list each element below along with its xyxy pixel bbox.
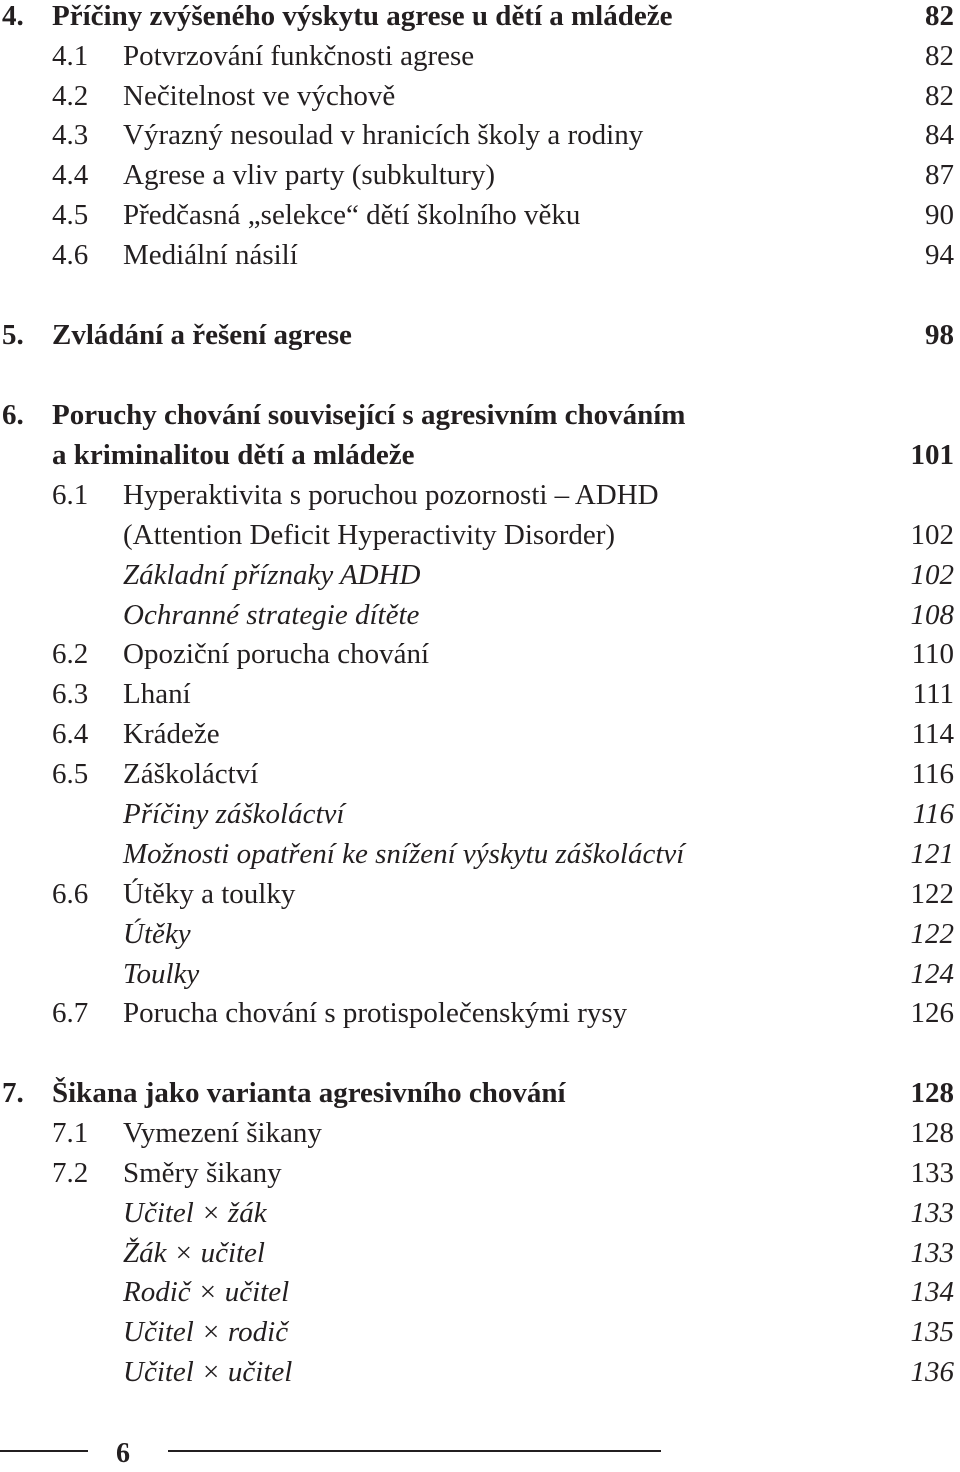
toc-entry-title: Rodič × učitel bbox=[123, 1276, 290, 1308]
toc-entry-title: Porucha chování s protispolečenskými rysy bbox=[123, 997, 628, 1029]
toc-entry-page: 128 bbox=[910, 1077, 954, 1109]
toc-entry-page: 133 bbox=[910, 1237, 954, 1269]
toc-entry-item bbox=[0, 555, 960, 595]
toc-entry-title: Nečitelnost ve výchově bbox=[123, 80, 396, 112]
toc-entry-number: 4.6 bbox=[52, 239, 89, 271]
toc-entry-number: 6.7 bbox=[52, 997, 89, 1029]
toc-entry-page: 102 bbox=[910, 519, 954, 551]
toc-entry-sub bbox=[0, 993, 960, 1033]
toc-entry-title: Šikana jako varianta agresivního chování bbox=[52, 1077, 566, 1109]
toc-entry-title: Učitel × rodič bbox=[123, 1316, 289, 1348]
page-number: 6 bbox=[116, 1438, 130, 1469]
toc-entry-sub bbox=[0, 515, 960, 555]
toc-entry-title: Žák × učitel bbox=[123, 1237, 265, 1269]
toc-entry-number: 4.3 bbox=[52, 119, 89, 151]
toc-entry-number: 7.1 bbox=[52, 1117, 89, 1149]
toc-entry-number: 6.5 bbox=[52, 758, 89, 790]
toc-entry-title: Mediální násilí bbox=[123, 239, 298, 271]
toc-entry-sub bbox=[0, 195, 960, 235]
toc-entry-title: Příčiny záškoláctví bbox=[123, 798, 345, 830]
toc-entry-title: Základní příznaky ADHD bbox=[123, 559, 421, 591]
toc-entry-chapter bbox=[0, 1073, 960, 1113]
toc-entry-title: Učitel × učitel bbox=[123, 1356, 293, 1388]
toc-entry-number: 5. bbox=[2, 319, 24, 351]
toc-entry-page: 134 bbox=[910, 1276, 954, 1308]
toc-entry-page: 126 bbox=[910, 997, 954, 1029]
toc-entry-item bbox=[0, 1272, 960, 1312]
toc-entry-title: Možnosti opatření ke snížení výskytu záškoláctví bbox=[123, 838, 685, 870]
footer-rule-right bbox=[168, 1450, 661, 1452]
toc-entry-number: 6.3 bbox=[52, 678, 89, 710]
toc-entry-title: Toulky bbox=[123, 958, 200, 990]
toc-entry-number: 4.4 bbox=[52, 159, 89, 191]
toc-entry-page: 116 bbox=[911, 758, 954, 790]
toc-entry-item bbox=[0, 834, 960, 874]
toc-entry-title: a kriminalitou dětí a mládeže bbox=[52, 439, 415, 471]
toc-entry-title: Zvládání a řešení agrese bbox=[52, 319, 352, 351]
toc-entry-title: Výrazný nesoulad v hranicích školy a rodiny bbox=[123, 119, 644, 151]
toc-entry-page: 102 bbox=[910, 559, 954, 591]
toc-entry-title: Útěky a toulky bbox=[123, 878, 296, 910]
toc-entry-number: 4.1 bbox=[52, 40, 89, 72]
toc-entry-page: 110 bbox=[911, 638, 954, 670]
toc-entry-number: 6.6 bbox=[52, 878, 89, 910]
toc-entry-page: 133 bbox=[910, 1157, 954, 1189]
toc-entry-item bbox=[0, 1233, 960, 1273]
toc-entry-title: Lhaní bbox=[123, 678, 191, 710]
toc-entry-sub bbox=[0, 874, 960, 914]
toc-entry-number: 6. bbox=[2, 399, 24, 431]
toc-entry-sub bbox=[0, 155, 960, 195]
toc-entry-title: (Attention Deficit Hyperactivity Disorder) bbox=[123, 519, 616, 551]
toc-entry-title: Učitel × žák bbox=[123, 1197, 267, 1229]
toc-entry-sub bbox=[0, 674, 960, 714]
toc-entry-page: 122 bbox=[910, 918, 954, 950]
toc-entry-title: Záškoláctví bbox=[123, 758, 259, 790]
toc-entry-chapter bbox=[0, 315, 960, 355]
toc-entry-sub bbox=[0, 475, 960, 515]
toc-entry-page: 101 bbox=[910, 439, 954, 471]
toc-entry-page: 82 bbox=[925, 40, 954, 72]
toc-entry-number: 4.2 bbox=[52, 80, 89, 112]
toc-entry-page: 98 bbox=[925, 319, 954, 351]
toc-entry-chapter bbox=[0, 0, 960, 36]
toc-entry-number: 6.1 bbox=[52, 479, 89, 511]
toc-entry-sub bbox=[0, 1153, 960, 1193]
toc-entry-sub bbox=[0, 754, 960, 794]
toc-entry-sub bbox=[0, 1113, 960, 1153]
toc-entry-chapter bbox=[0, 435, 960, 475]
toc-entry-page: 136 bbox=[910, 1356, 954, 1388]
toc-entry-page: 124 bbox=[910, 958, 954, 990]
toc-entry-page: 94 bbox=[925, 239, 954, 271]
toc-entry-page: 114 bbox=[911, 718, 954, 750]
toc-entry-title: Poruchy chování související s agresivním chováním bbox=[52, 399, 686, 431]
toc-entry-page: 135 bbox=[910, 1316, 954, 1348]
toc-entry-title: Směry šikany bbox=[123, 1157, 282, 1189]
toc-entry-sub bbox=[0, 76, 960, 116]
toc-entry-title: Opoziční porucha chování bbox=[123, 638, 430, 670]
toc-entry-page: 128 bbox=[910, 1117, 954, 1149]
toc-entry-number: 6.4 bbox=[52, 718, 89, 750]
toc-entry-title: Ochranné strategie dítěte bbox=[123, 599, 420, 631]
toc-entry-item bbox=[0, 1352, 960, 1392]
toc-entry-title: Příčiny zvýšeného výskytu agrese u dětí a mládeže bbox=[52, 0, 673, 32]
toc-entry-chapter bbox=[0, 395, 960, 435]
toc-entry-number: 7.2 bbox=[52, 1157, 89, 1189]
toc-entry-sub bbox=[0, 115, 960, 155]
toc-entry-page: 111 bbox=[912, 678, 954, 710]
toc-entry-page: 90 bbox=[925, 199, 954, 231]
toc-entry-page: 122 bbox=[910, 878, 954, 910]
toc-entry-title: Předčasná „selekce“ dětí školního věku bbox=[123, 199, 581, 231]
toc-entry-page: 87 bbox=[925, 159, 954, 191]
toc-entry-title: Potvrzování funkčnosti agrese bbox=[123, 40, 475, 72]
toc-entry-number: 4. bbox=[2, 0, 24, 32]
toc-entry-item bbox=[0, 794, 960, 834]
toc-entry-number: 7. bbox=[2, 1077, 24, 1109]
footer-rule-left bbox=[0, 1450, 88, 1452]
toc-entry-page: 84 bbox=[925, 119, 954, 151]
toc-entry-item bbox=[0, 595, 960, 635]
toc-entry-sub bbox=[0, 235, 960, 275]
toc-entry-title: Krádeže bbox=[123, 718, 220, 750]
toc-entry-page: 116 bbox=[912, 798, 954, 830]
toc-entry-title: Hyperaktivita s poruchou pozornosti – ADHD bbox=[123, 479, 659, 511]
toc-entry-item bbox=[0, 1312, 960, 1352]
toc-entry-title: Vymezení šikany bbox=[123, 1117, 322, 1149]
toc-entry-number: 6.2 bbox=[52, 638, 89, 670]
toc-entry-sub bbox=[0, 36, 960, 76]
toc-entry-number: 4.5 bbox=[52, 199, 89, 231]
toc-entry-item bbox=[0, 914, 960, 954]
toc-entry-title: Útěky bbox=[123, 918, 191, 950]
toc-entry-item bbox=[0, 954, 960, 994]
toc-entry-title: Agrese a vliv party (subkultury) bbox=[123, 159, 496, 191]
toc-entry-page: 82 bbox=[925, 0, 954, 32]
toc-entry-page: 82 bbox=[925, 80, 954, 112]
toc-entry-page: 121 bbox=[910, 838, 954, 870]
toc-entry-page: 133 bbox=[910, 1197, 954, 1229]
toc-entry-page: 108 bbox=[910, 599, 954, 631]
toc-entry-sub bbox=[0, 634, 960, 674]
toc-entry-sub bbox=[0, 714, 960, 754]
toc-entry-item bbox=[0, 1193, 960, 1233]
